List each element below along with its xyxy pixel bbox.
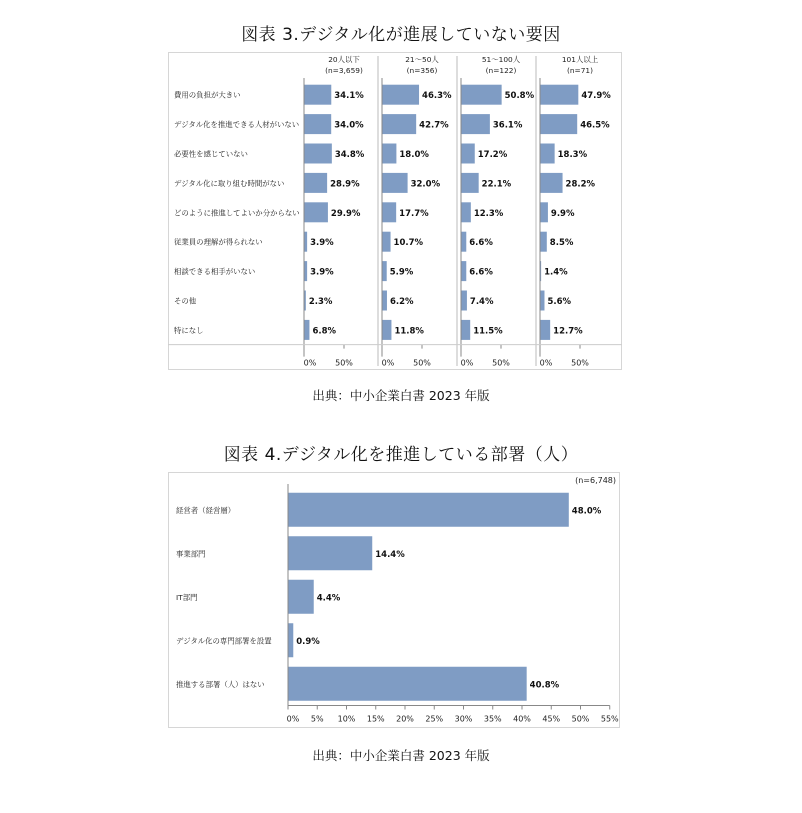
bar [382, 202, 396, 222]
bar [540, 202, 548, 222]
bar-data-label: 11.5% [473, 326, 503, 337]
x-tick-label: 30% [454, 714, 473, 724]
bar-data-label: 8.5% [549, 238, 574, 249]
category-label: 必要性を感じていない [174, 149, 248, 159]
bar-data-label: 2.3% [308, 297, 333, 307]
x-tick-label: 35% [483, 714, 502, 724]
category-label: その他 [174, 296, 197, 306]
figure-3-source: 出典：中小企業白書 2023 年版 [312, 388, 490, 403]
bar-data-label: 46.5% [580, 120, 610, 131]
bar [288, 536, 372, 570]
bar [540, 232, 547, 252]
bar [540, 114, 577, 134]
bar-data-label: 28.9% [330, 179, 360, 190]
bar-data-label: 12.7% [553, 326, 583, 337]
bar [461, 173, 479, 193]
x-tick-label: 50% [571, 714, 590, 724]
x-tick-label: 0% [286, 714, 300, 724]
bar-data-label: 48.0% [571, 506, 602, 517]
x-tick-label: 10% [337, 714, 356, 724]
x-tick-label: 50% [571, 358, 589, 368]
panel-n-label: (n=122) [485, 66, 517, 75]
x-tick-label: 0% [539, 358, 553, 368]
bar [288, 623, 293, 657]
bar-data-label: 22.1% [481, 179, 512, 190]
bar [304, 85, 331, 105]
bar-data-label: 4.4% [316, 593, 341, 604]
bar-data-label: 17.2% [477, 150, 508, 160]
category-label: 経営者（経営層） [176, 505, 236, 515]
category-label: 推進する部署（人）はない [176, 679, 265, 689]
bar [540, 144, 555, 164]
bar [461, 232, 466, 252]
bar-data-label: 14.4% [375, 549, 405, 560]
category-label: デジタル化に取り組む時間がない [174, 178, 285, 188]
bar-data-label: 10.7% [393, 238, 424, 249]
bar [540, 173, 563, 193]
panel-header: 20人以下 [328, 55, 360, 64]
bar [382, 173, 408, 193]
bar-data-label: 3.9% [310, 267, 334, 278]
bar-data-label: 9.9% [550, 208, 575, 219]
bar-data-label: 42.7% [419, 120, 449, 131]
bar-data-label: 1.4% [544, 267, 568, 278]
x-tick-label: 5% [310, 714, 324, 724]
x-tick-label: 45% [542, 714, 561, 724]
sample-size-label: (n=6,748) [575, 476, 616, 485]
category-label: どのように推進してよいか分からない [174, 208, 300, 218]
bar [461, 85, 502, 105]
bar [382, 261, 387, 281]
bar [382, 232, 391, 252]
bar-data-label: 17.7% [399, 208, 429, 219]
bar [304, 144, 332, 164]
bar-data-label: 47.9% [581, 91, 611, 102]
bar-data-label: 32.0% [410, 179, 441, 190]
x-tick-label: 50% [413, 358, 431, 368]
bar [304, 320, 309, 340]
category-label: 従業員の理解が得られない [174, 237, 263, 247]
category-label: 費用の負担が大きい [174, 90, 241, 100]
bar [461, 202, 471, 222]
category-label: 事業部門 [176, 549, 206, 559]
bar [288, 667, 527, 701]
bar-data-label: 40.8% [529, 680, 560, 691]
x-tick-label: 40% [513, 714, 531, 724]
bar-data-label: 34.0% [334, 120, 364, 131]
bar [382, 85, 419, 105]
category-label: 特になし [174, 325, 204, 335]
bar-data-label: 0.9% [296, 636, 320, 647]
bar-data-label: 7.4% [469, 297, 494, 307]
x-tick-label: 0% [381, 358, 395, 368]
bar-data-label: 6.6% [469, 267, 493, 278]
figure-4-chart [168, 472, 620, 728]
x-tick-label: 50% [492, 358, 510, 368]
bar [304, 114, 331, 134]
x-tick-label: 0% [460, 358, 474, 368]
panel-header: 101人以上 [561, 55, 599, 64]
category-label: 相談できる相手がいない [174, 267, 256, 277]
bar [382, 144, 396, 164]
bar [540, 291, 544, 311]
figure-3-chart [168, 52, 622, 370]
panel-n-label: (n=71) [566, 66, 594, 75]
bar [540, 85, 578, 105]
bar [288, 493, 569, 527]
category-label: デジタル化を推進できる人材がいない [174, 120, 300, 130]
bar [461, 261, 466, 281]
bar-data-label: 28.2% [565, 179, 596, 190]
bar [304, 173, 327, 193]
bar-data-label: 34.1% [334, 91, 364, 102]
x-tick-label: 50% [335, 358, 353, 368]
bar [540, 320, 550, 340]
x-tick-label: 0% [303, 358, 317, 368]
bar [304, 202, 328, 222]
bar-data-label: 5.9% [389, 267, 414, 278]
bar [382, 114, 416, 134]
x-tick-label: 15% [366, 714, 385, 724]
figure-3-title: 図表 3.デジタル化が進展していない要因 [241, 25, 561, 45]
figure-4-source: 出典：中小企業白書 2023 年版 [312, 748, 490, 763]
bar-data-label: 6.2% [389, 297, 414, 307]
x-tick-label: 55% [600, 714, 619, 724]
bar-data-label: 50.8% [504, 91, 535, 102]
bar-data-label: 6.8% [312, 326, 337, 337]
bar [382, 291, 387, 311]
bar-data-label: 29.9% [330, 208, 361, 219]
bar [382, 320, 391, 340]
x-tick-label: 20% [396, 714, 414, 724]
bar [461, 114, 490, 134]
bar-data-label: 6.6% [469, 238, 493, 249]
bar-data-label: 11.8% [394, 326, 424, 337]
figure-4-title: 図表 4.デジタル化を推進している部署（人） [223, 445, 579, 465]
panel-header: 51～100人 [481, 55, 521, 64]
bar-data-label: 18.3% [557, 150, 588, 160]
bar-data-label: 5.6% [547, 297, 572, 307]
bar-data-label: 46.3% [422, 91, 452, 102]
panel-header: 21～50人 [405, 55, 439, 64]
panel-n-label: (n=356) [406, 66, 438, 75]
category-label: IT部門 [176, 592, 198, 602]
bar-data-label: 36.1% [492, 120, 523, 131]
panel-n-label: (n=3,659) [325, 66, 363, 75]
bar [461, 320, 470, 340]
bar [461, 291, 467, 311]
category-label: デジタル化の専門部署を設置 [176, 636, 272, 646]
bar-data-label: 12.3% [473, 208, 504, 219]
bar-data-label: 3.9% [310, 238, 334, 249]
x-tick-label: 25% [425, 714, 444, 724]
bar [288, 580, 314, 614]
bar-data-label: 18.0% [399, 150, 429, 160]
bar-data-label: 34.8% [334, 150, 365, 160]
bar [461, 144, 475, 164]
